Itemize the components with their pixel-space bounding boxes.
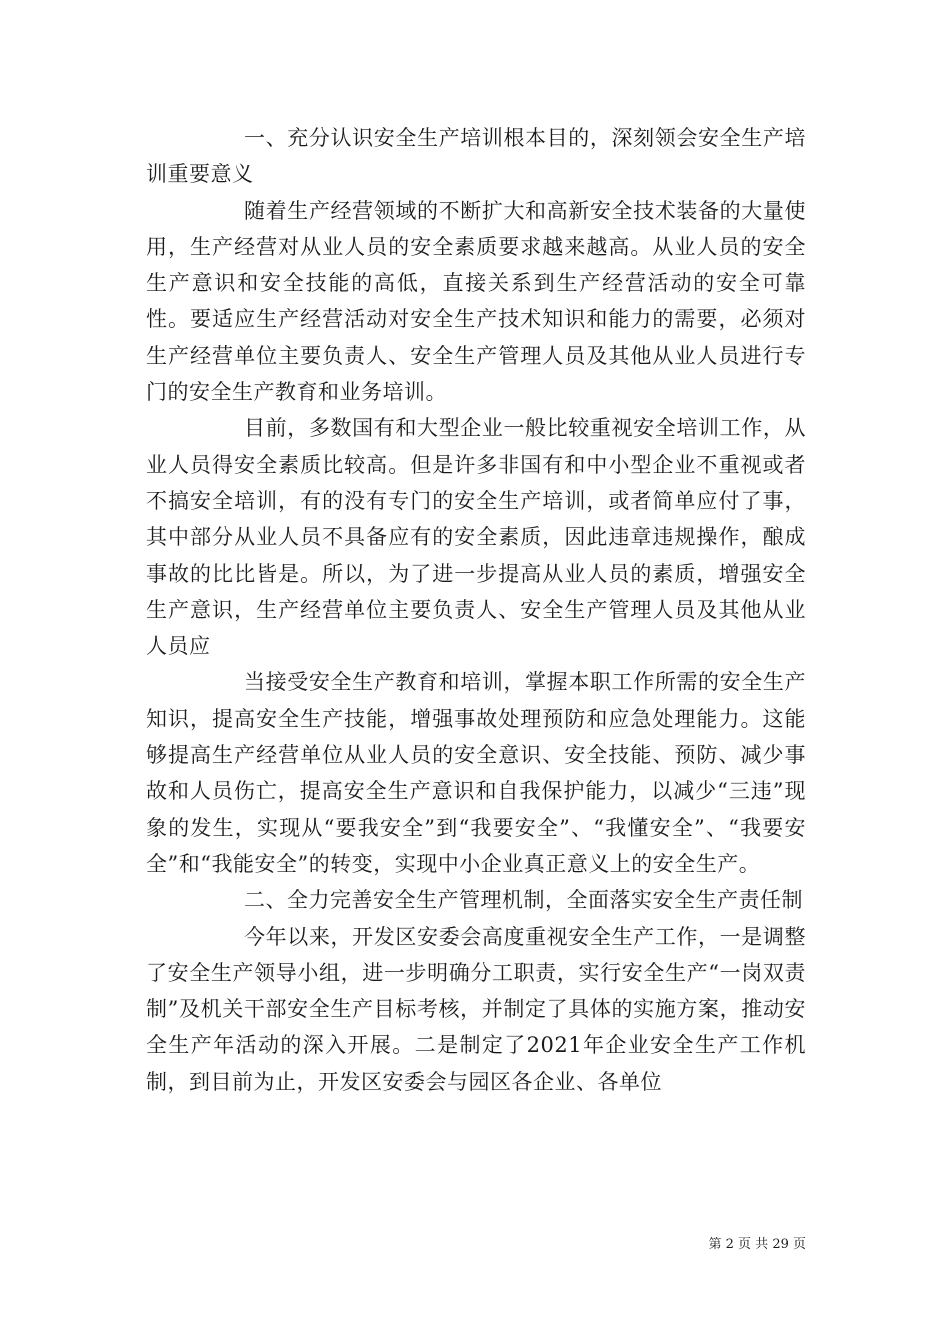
heading-section-1: 一、充分认识安全生产培训根本目的，深刻领会安全生产培训重要意义 [146, 126, 806, 187]
heading-section-2: 二、全力完善安全生产管理机制，全面落实安全生产责任制 [244, 888, 803, 913]
page-number: 第 2 页 共 29 页 [708, 1237, 806, 1252]
paragraph-current-situation: 目前，多数国有和大型企业一般比较重视安全培训工作，从业人员得安全素质比较高。但是许多非国有和中小型企业不重视或者不搞安全培训，有的没有专门的安全生产培训，或者简单应付了事，其中部分从业人员不具备应有的安全素质，因此违章违规操作，酿成事故的比比皆是。所以，为了进一步提高从业人员的素质，增强安全生产意识，生产经营单位主要负责人、安全生产管理人员及其他从业人员应 [146, 416, 806, 659]
paragraph-training-benefits: 当接受安全生产教育和培训，掌握本职工作所需的安全生产知识，提高安全生产技能，增强事故处理预防和应急处理能力。这能够提高生产经营单位从业人员的安全意识、安全技能、预防、减少事故和人员伤亡，提高安全生产意识和自我保护能力，以减少“三违”现象的发生，实现从“要我安全”到“我要安全”、“我懂安全”、“我要安全”和“我能安全”的转变，实现中小企业真正意义上的安全生产。 [146, 670, 806, 876]
paragraph-this-year: 今年以来，开发区安委会高度重视安全生产工作，一是调整了安全生产领导小组，进一步明确分工职责，实行安全生产“一岗双责制”及机关干部安全生产目标考核，并制定了具体的实施方案，推动安全生产年活动的深入开展。二是制定了2021年企业安全生产工作机制，到目前为止，开发区安委会与园区各企业、各单位 [146, 924, 806, 1094]
paragraph-training-importance: 随着生产经营领域的不断扩大和高新安全技术装备的大量使用，生产经营对从业人员的安全素质要求越来越高。从业人员的安全生产意识和安全技能的高低，直接关系到生产经营活动的安全可靠性。要适应生产经营活动对安全生产技术知识和能力的需要，必须对生产经营单位主要负责人、安全生产管理人员及其他从业人员进行专门的安全生产教育和业务培训。 [146, 198, 806, 405]
document-body [146, 120, 806, 1100]
